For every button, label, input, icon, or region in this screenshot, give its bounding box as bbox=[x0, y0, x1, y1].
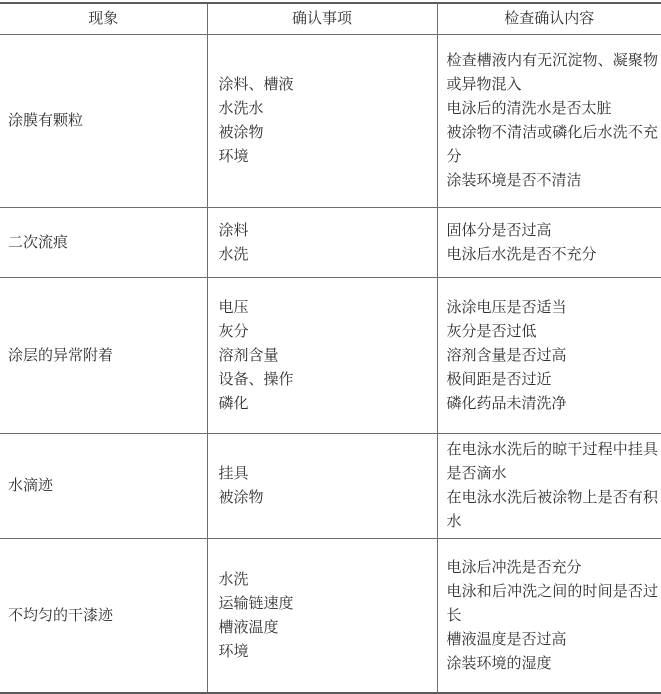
cell-line: 环境 bbox=[218, 149, 249, 165]
cell-line: 运输链速度 bbox=[218, 595, 294, 612]
cell-line: 在电泳水洗后的晾干过程中挂具是否滴水 bbox=[446, 442, 658, 482]
cell-line: 被涂物不清洁或磷化后水洗不充分 bbox=[446, 125, 658, 165]
cell-line: 水洗水 bbox=[218, 101, 264, 117]
table-row bbox=[0, 539, 661, 694]
header-phenomenon: 现象 bbox=[0, 3, 207, 35]
table-row bbox=[0, 278, 661, 434]
cell-line: 水洗 bbox=[218, 571, 249, 588]
cell-line: 固体分是否过高 bbox=[446, 222, 552, 239]
table-row bbox=[0, 35, 661, 208]
items-cell bbox=[207, 434, 437, 539]
checks-cell bbox=[437, 208, 661, 278]
cell-line: 磷化 bbox=[218, 395, 249, 412]
checks-cell bbox=[437, 278, 661, 434]
cell-line: 电泳后水洗是否不充分 bbox=[446, 246, 597, 263]
cell-line: 泳涂电压是否适当 bbox=[446, 299, 567, 316]
phenomenon-cell: 涂层的异常附着 bbox=[0, 278, 207, 434]
cell-line: 电泳后的清洗水是否太脏 bbox=[446, 101, 612, 117]
cell-line: 检查槽液内有无沉淀物、凝聚物或异物混入 bbox=[446, 53, 658, 93]
cell-line: 槽液温度 bbox=[218, 619, 279, 636]
cell-line: 灰分是否过低 bbox=[446, 323, 537, 340]
cell-line: 涂装环境是否不清洁 bbox=[446, 173, 582, 189]
cell-line: 磷化药品未清洗净 bbox=[446, 395, 567, 412]
phenomenon-cell: 水滴迹 bbox=[0, 434, 207, 539]
cell-line: 被涂物 bbox=[218, 125, 264, 141]
items-cell bbox=[207, 278, 437, 434]
cell-line: 挂具 bbox=[218, 466, 249, 482]
phenomenon-cell: 不均匀的干漆迹 bbox=[0, 539, 207, 694]
cell-line: 电压 bbox=[218, 299, 249, 316]
phenomenon-cell: 涂膜有颗粒 bbox=[0, 35, 207, 208]
items-cell bbox=[207, 35, 437, 208]
cell-line: 电泳和后冲洗之间的时间是否过长 bbox=[446, 583, 658, 624]
table-header-row bbox=[0, 3, 661, 35]
cell-line: 水洗 bbox=[218, 246, 249, 263]
checks-cell bbox=[437, 539, 661, 694]
cell-line: 溶剂含量 bbox=[218, 347, 279, 364]
header-confirm-items: 确认事项 bbox=[207, 3, 437, 35]
cell-line: 在电泳水洗后被涂物上是否有积水 bbox=[446, 490, 658, 530]
defect-check-table bbox=[0, 2, 661, 694]
items-cell bbox=[207, 539, 437, 694]
cell-line: 环境 bbox=[218, 643, 249, 660]
items-cell bbox=[207, 208, 437, 278]
cell-line: 灰分 bbox=[218, 323, 249, 340]
cell-line: 被涂物 bbox=[218, 490, 264, 506]
checks-cell bbox=[437, 35, 661, 208]
phenomenon-cell: 二次流痕 bbox=[0, 208, 207, 278]
cell-line: 设备、操作 bbox=[218, 371, 294, 388]
table-row bbox=[0, 434, 661, 539]
header-check-content: 检查确认内容 bbox=[437, 3, 661, 35]
cell-line: 涂料、槽液 bbox=[218, 77, 294, 93]
cell-line: 极间距是否过近 bbox=[446, 371, 552, 388]
table-row bbox=[0, 208, 661, 278]
cell-line: 槽液温度是否过高 bbox=[446, 631, 567, 648]
cell-line: 涂装环境的湿度 bbox=[446, 655, 552, 672]
checks-cell bbox=[437, 434, 661, 539]
cell-line: 涂料 bbox=[218, 222, 249, 239]
cell-line: 溶剂含量是否过高 bbox=[446, 347, 567, 364]
cell-line: 电泳后冲洗是否充分 bbox=[446, 559, 582, 576]
